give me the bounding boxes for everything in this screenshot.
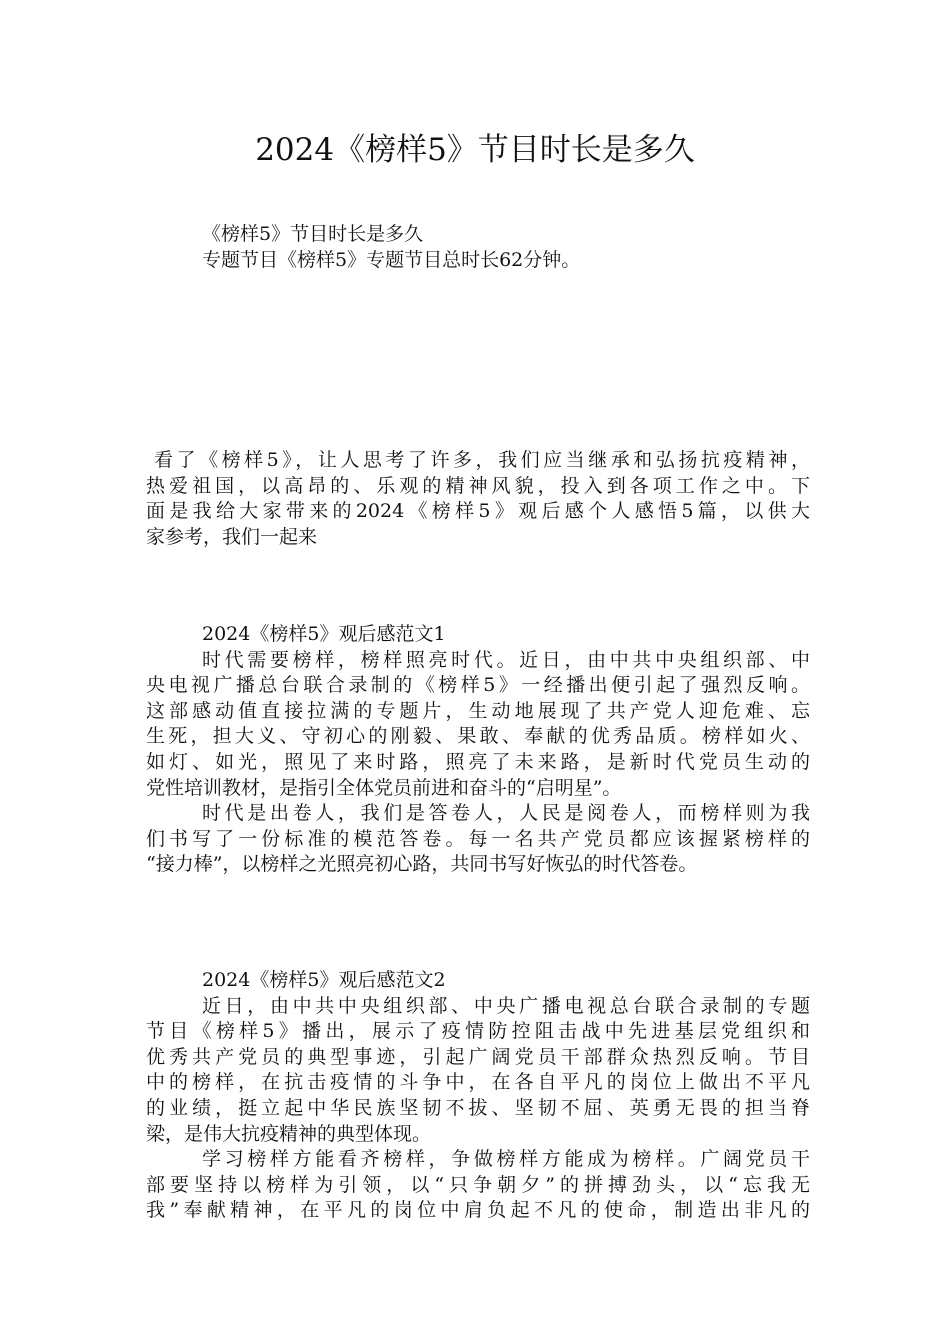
summary-line: 家参考，我们一起来 <box>146 525 318 548</box>
essay-2-line: 部要坚持以榜样为引领，以“只争朝夕”的拼搏劲头，以“忘我无 <box>146 1173 810 1196</box>
document-title: 2024《榜样5》节目时长是多久 <box>255 132 695 168</box>
essay-2-line: 我”奉献精神，在平凡的岗位中肩负起不凡的使命，制造出非凡的 <box>146 1199 810 1222</box>
essay-2-line: 优秀共产党员的典型事迹，引起广阔党员干部群众热烈反响。节目 <box>146 1045 810 1068</box>
essay-1-line: 党性培训教材，是指引全体党员前进和奋斗的“启明星”。 <box>146 776 622 799</box>
essay-2-line: 节目《榜样5》播出，展示了疫情防控阻击战中先进基层党组织和 <box>146 1020 810 1043</box>
essay-1-heading: 2024《榜样5》观后感范文1 <box>202 623 446 645</box>
intro-question: 《榜样5》节目时长是多久 <box>202 223 424 245</box>
summary-line: 面是我给大家带来的2024《榜样5》观后感个人感悟5篇，以供大 <box>146 500 810 523</box>
essay-2-heading: 2024《榜样5》观后感范文2 <box>202 969 446 991</box>
intro-answer: 专题节目《榜样5》专题节目总时长62分钟。 <box>202 248 581 271</box>
essay-2-line: 的业绩，挺立起中华民族坚韧不拔、坚韧不屈、英勇无畏的担当脊 <box>146 1096 810 1119</box>
essay-1-line: 央电视广播总台联合录制的《榜样5》一经播出便引起了强烈反响。 <box>146 674 810 697</box>
intro-section <box>146 222 810 273</box>
essay-2-section <box>146 968 810 1224</box>
essay-1-line: 时代需要榜样，榜样照亮时代。近日，由中共中央组织部、中 <box>202 648 810 671</box>
essay-2-line: 近日，由中共中央组织部、中央广播电视总台联合录制的专题 <box>202 994 810 1017</box>
essay-1-line: “接力棒”，以榜样之光照亮初心路，共同书写好恢弘的时代答卷。 <box>146 853 698 876</box>
summary-paragraph <box>146 448 810 550</box>
essay-1-line: 这部感动值直接拉满的专题片，生动地展现了共产党人迎危难、忘 <box>146 699 810 722</box>
essay-1-line: 们书写了一份标准的模范答卷。每一名共产党员都应该握紧榜样的 <box>146 827 810 850</box>
essay-1-line: 如灯、如光，照见了来时路，照亮了未来路，是新时代党员生动的 <box>146 750 810 773</box>
essay-1-line: 生死，担大义、守初心的刚毅、果敢、奉献的优秀品质。榜样如火、 <box>146 725 810 748</box>
summary-line: 看了《榜样5》，让人思考了许多，我们应当继承和弘扬抗疫精神， <box>154 449 810 471</box>
essay-1-line: 时代是出卷人，我们是答卷人，人民是阅卷人，而榜样则为我 <box>202 802 810 825</box>
essay-2-line: 中的榜样，在抗击疫情的斗争中，在各自平凡的岗位上做出不平凡 <box>146 1071 810 1094</box>
essay-1-section <box>146 622 810 878</box>
summary-line: 热爱祖国，以高昂的、乐观的精神风貌，投入到各项工作之中。下 <box>146 474 810 497</box>
essay-2-line: 梁，是伟大抗疫精神的典型体现。 <box>146 1122 432 1145</box>
essay-2-line: 学习榜样方能看齐榜样，争做榜样方能成为榜样。广阔党员干 <box>202 1148 810 1171</box>
